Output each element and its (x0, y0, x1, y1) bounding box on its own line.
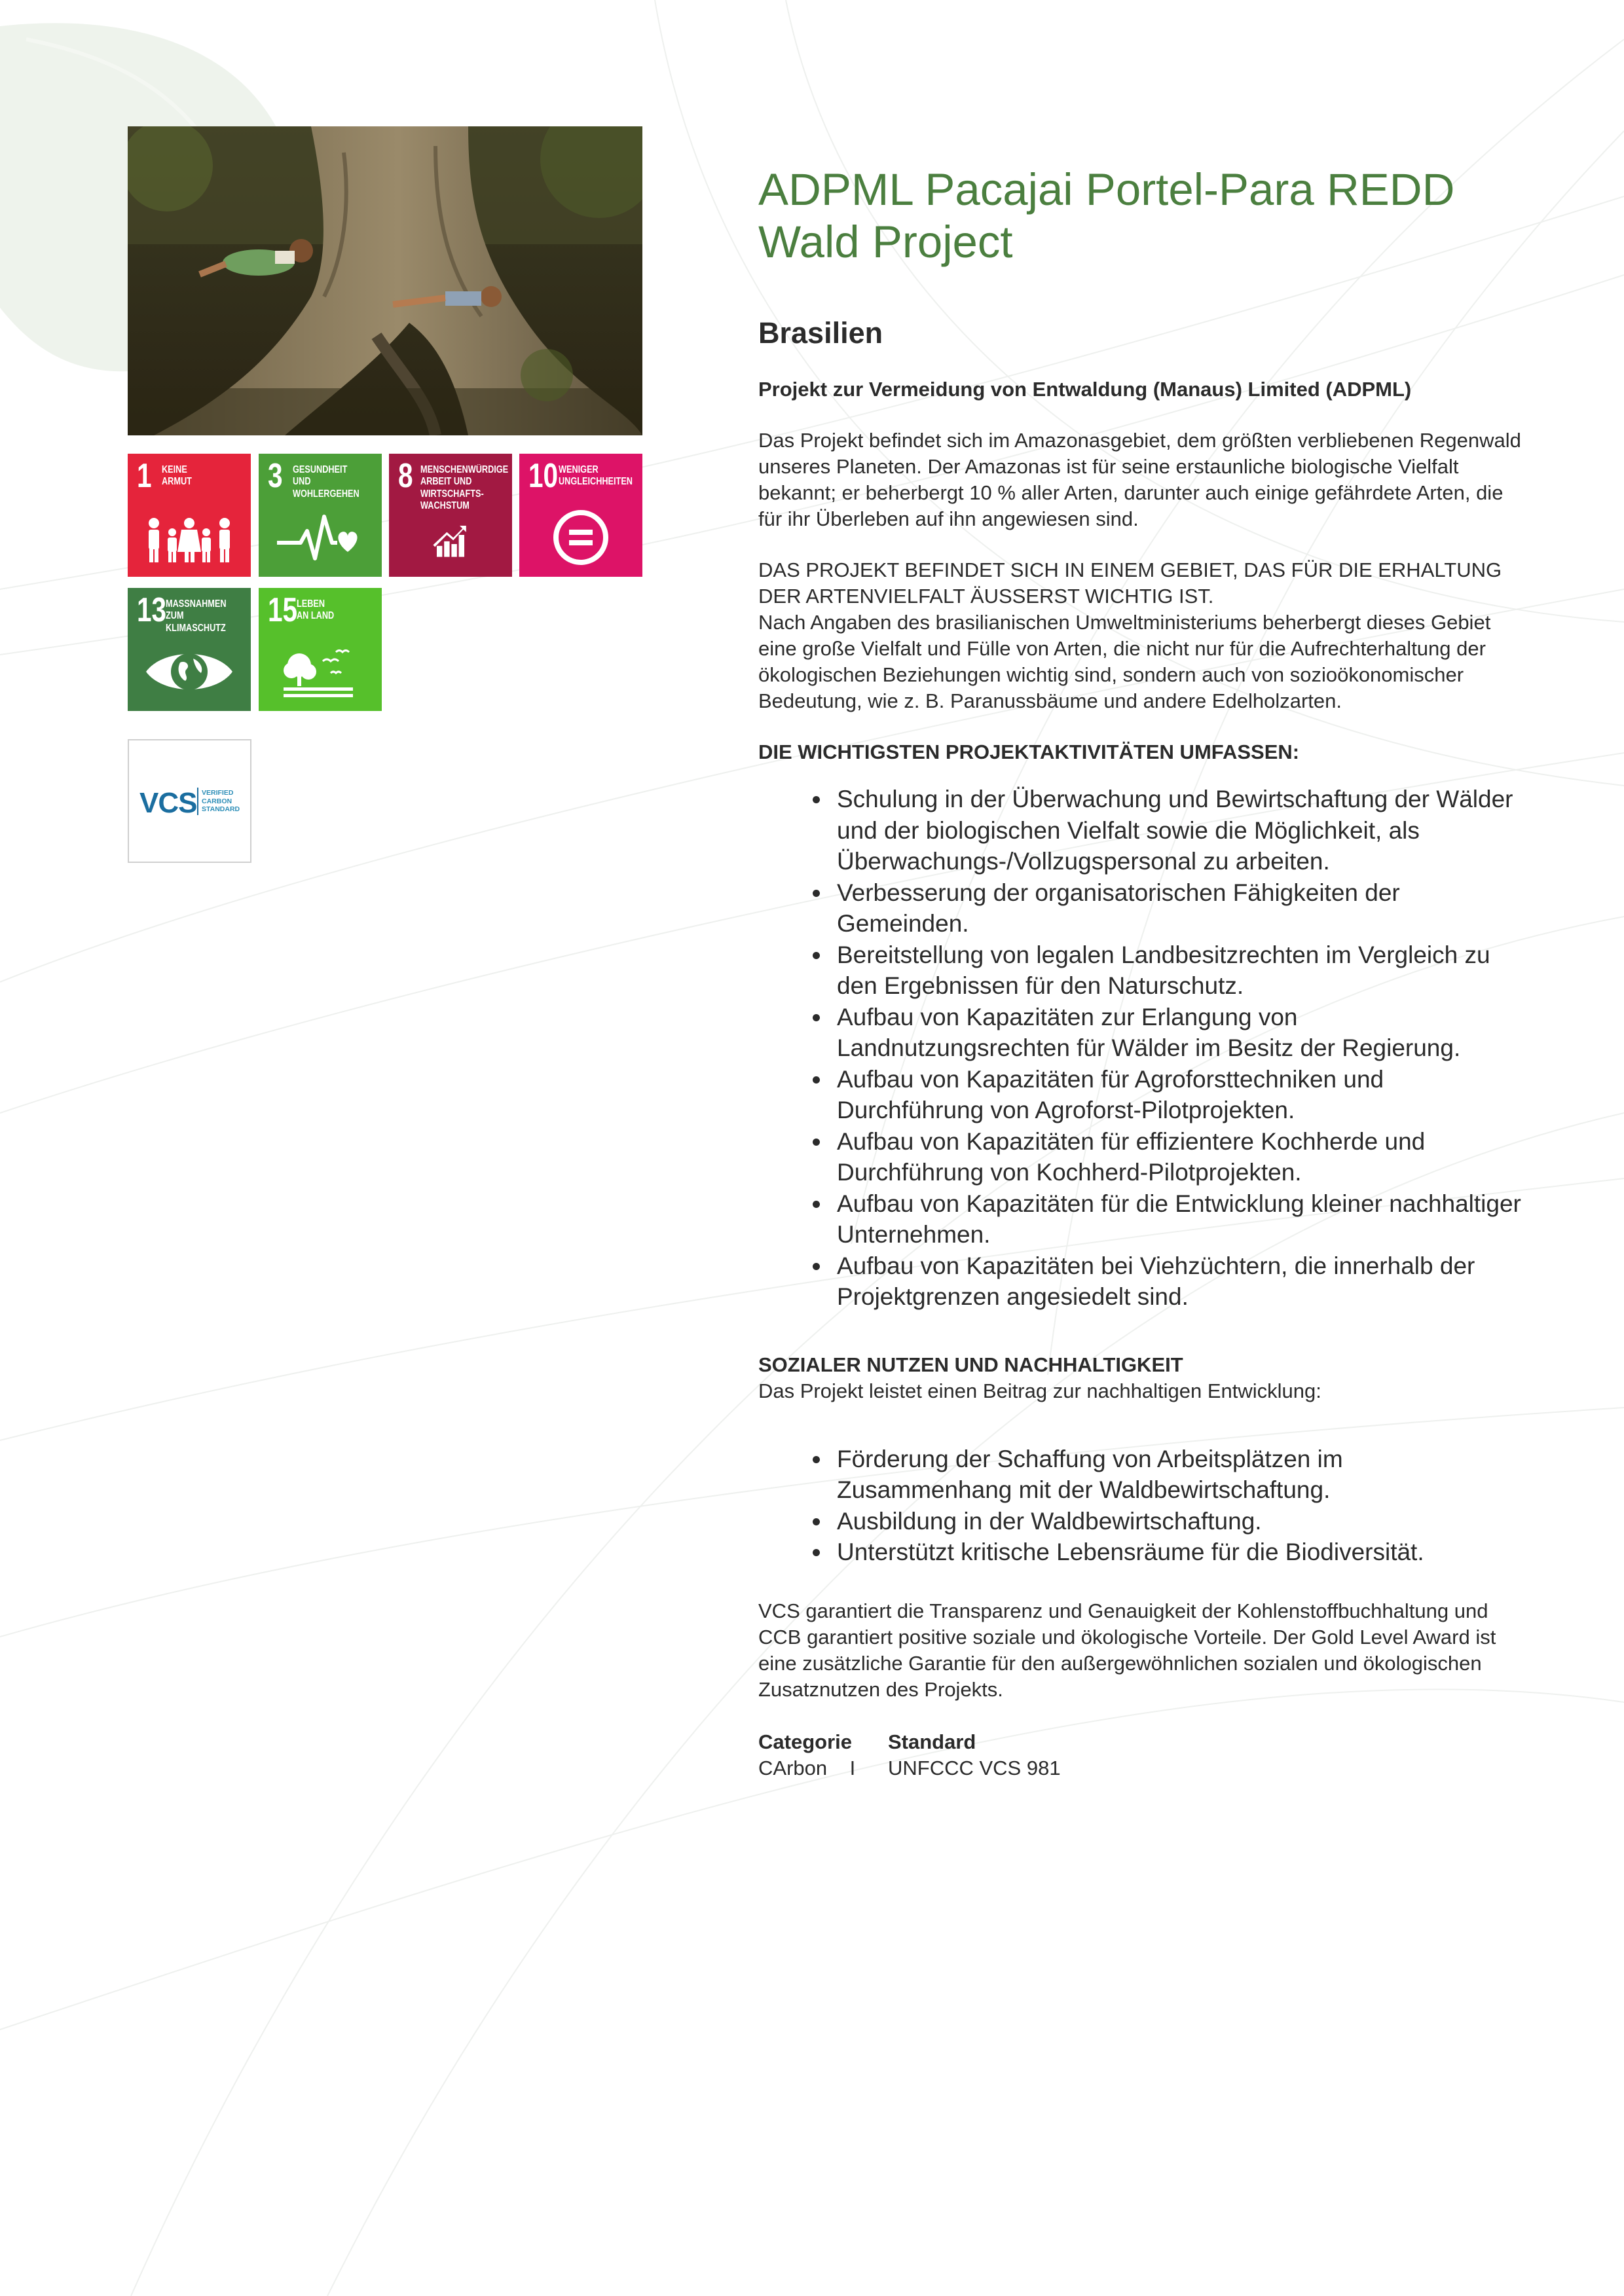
sdg-tile-13 (128, 588, 251, 711)
vcs-paragraph: VCS garantiert die Transparenz und Genauigkeit der Kohlenstoffbuchhaltung und CCB garantiert positive soziale und ökologische Vorteile. Der Gold Level Award ist eine zusätzliche Garantie für den außergewöhnlichen sozialen und ökologischen Zusatznutzen des Projekts. (758, 1599, 1496, 1701)
sdg-label: LEBEN AN LAND (297, 598, 335, 622)
category-table (758, 1729, 1524, 1781)
social-benefits-list (758, 1444, 1524, 1568)
area-paragraph: Nach Angaben des brasilianischen Umweltministeriums beherbergt dieses Gebiet eine große Vielfalt und Fülle von Arten, die nicht nur für die Aufrechterhaltung der ökologischen Beziehungen wichtig sind, sondern auch von sozioökonomischer Bedeutung, wie z. B. Paranussbäume und andere Edelholzarten. (758, 611, 1491, 712)
list-item: Aufbau von Kapazitäten für Agroforsttechniken und Durchführung von Agroforst-Pilotprojekten. (837, 1064, 1524, 1126)
heartbeat-icon (274, 505, 366, 570)
vcs-mark: VCS (139, 787, 197, 819)
vcs-divider (197, 788, 198, 815)
project-description (758, 164, 1524, 1781)
category-value: CArbon I (758, 1756, 856, 1779)
standard-label: Standard (888, 1730, 976, 1753)
bullet-icon (813, 1456, 820, 1463)
growth-chart-icon (405, 526, 496, 572)
tree-birds-icon (274, 639, 366, 704)
list-item: Verbesserung der organisatorischen Fähigkeiten der Gemeinden. (837, 877, 1524, 939)
tree-photo (128, 126, 642, 435)
sdg-label: GESUNDHEIT UND WOHLERGEHEN (293, 464, 360, 500)
bullet-icon (813, 952, 820, 959)
bullet-icon (813, 1139, 820, 1146)
project-country: Brasilien (758, 316, 883, 350)
area-heading: DAS PROJEKT BEFINDET SICH IN EINEM GEBIET, DAS FÜR DIE ERHALTUNG DER ARTENVIELFALT ÄUSSERST WICHTIG IST. (758, 558, 1502, 608)
list-item: Schulung in der Überwachung und Bewirtschaftung der Wälder und der biologischen Vielfalt sowie die Möglichkeit, als Überwachungs-/Vollzugspersonal zu arbeiten. (837, 784, 1524, 877)
sdg-number: 8 (398, 457, 413, 495)
activities-list (758, 784, 1524, 1313)
sdg-tile-3 (259, 454, 382, 577)
bullet-icon (813, 1014, 820, 1021)
activities-heading: DIE WICHTIGSTEN PROJEKTAKTIVITÄTEN UMFASSEN: (758, 740, 1300, 763)
sdg-number: 3 (268, 457, 283, 495)
category-label: Categorie (758, 1730, 852, 1753)
social-paragraph: Das Projekt leistet einen Beitrag zur nachhaltigen Entwicklung: (758, 1379, 1321, 1402)
equality-icon (535, 505, 627, 570)
sdg-label: MENSCHENWÜRDIGE ARBEIT UND WIRTSCHAFTS- WACHSTUM (420, 464, 509, 511)
standard-value: UNFCCC VCS 981 (888, 1756, 1061, 1779)
bullet-icon (813, 1518, 820, 1525)
bullet-icon (813, 1201, 820, 1208)
project-organisation: Projekt zur Vermeidung von Entwaldung (Manaus) Limited (ADPML) (758, 378, 1412, 401)
sdg-tile-10 (519, 454, 642, 577)
bullet-icon (813, 1549, 820, 1556)
social-heading: SOZIALER NUTZEN UND NACHHALTIGKEIT (758, 1353, 1183, 1376)
sdg-number: 13 (137, 591, 167, 629)
sdg-number: 15 (268, 591, 298, 629)
bullet-icon (813, 1076, 820, 1084)
sdg-label: WENIGER UNGLEICHHEITEN (559, 464, 633, 488)
vcs-subtext: VERIFIED CARBON STANDARD (202, 789, 240, 813)
family-icon (143, 505, 235, 570)
list-item: Ausbildung in der Waldbewirtschaftung. (837, 1506, 1524, 1537)
sdg-tile-15 (259, 588, 382, 711)
list-item: Aufbau von Kapazitäten zur Erlangung von Landnutzungsrechten für Wälder im Besitz der Regierung. (837, 1002, 1524, 1064)
bullet-icon (813, 796, 820, 803)
project-title: ADPML Pacajai Portel-Para REDD Wald Project (758, 164, 1455, 267)
sdg-number: 1 (137, 457, 152, 495)
bullet-icon (813, 890, 820, 897)
sdg-tile-8 (389, 454, 512, 577)
list-item: Aufbau von Kapazitäten für die Entwicklung kleiner nachhaltiger Unternehmen. (837, 1188, 1524, 1250)
sdg-label: KEINE ARMUT (162, 464, 192, 488)
vcs-logo (128, 739, 251, 863)
sdg-label: MASSNAHMEN ZUM KLIMASCHUTZ (166, 598, 227, 634)
list-item: Aufbau von Kapazitäten für effizientere Kochherde und Durchführung von Kochherd-Pilotprojekten. (837, 1126, 1524, 1188)
sdg-number: 10 (528, 457, 559, 495)
eye-earth-icon (143, 639, 235, 704)
list-item: Unterstützt kritische Lebensräume für die Biodiversität. (837, 1537, 1524, 1568)
bullet-icon (813, 1263, 820, 1270)
intro-paragraph: Das Projekt befindet sich im Amazonasgebiet, dem größten verbliebenen Regenwald unseres Planeten. Der Amazonas ist für seine erstaunliche biologische Vielfalt bekannt; er beherbergt 10 % aller Arten, darunter auch einige gefährdete Arten, die für ihr Überleben auf ihn angewiesen sind. (758, 429, 1521, 530)
sdg-tile-1 (128, 454, 251, 577)
list-item: Aufbau von Kapazitäten bei Viehzüchtern, die innerhalb der Projektgrenzen angesiedelt sind. (837, 1250, 1524, 1313)
list-item: Bereitstellung von legalen Landbesitzrechten im Vergleich zu den Ergebnissen für den Naturschutz. (837, 939, 1524, 1002)
list-item: Förderung der Schaffung von Arbeitsplätzen im Zusammenhang mit der Waldbewirtschaftung. (837, 1444, 1524, 1506)
